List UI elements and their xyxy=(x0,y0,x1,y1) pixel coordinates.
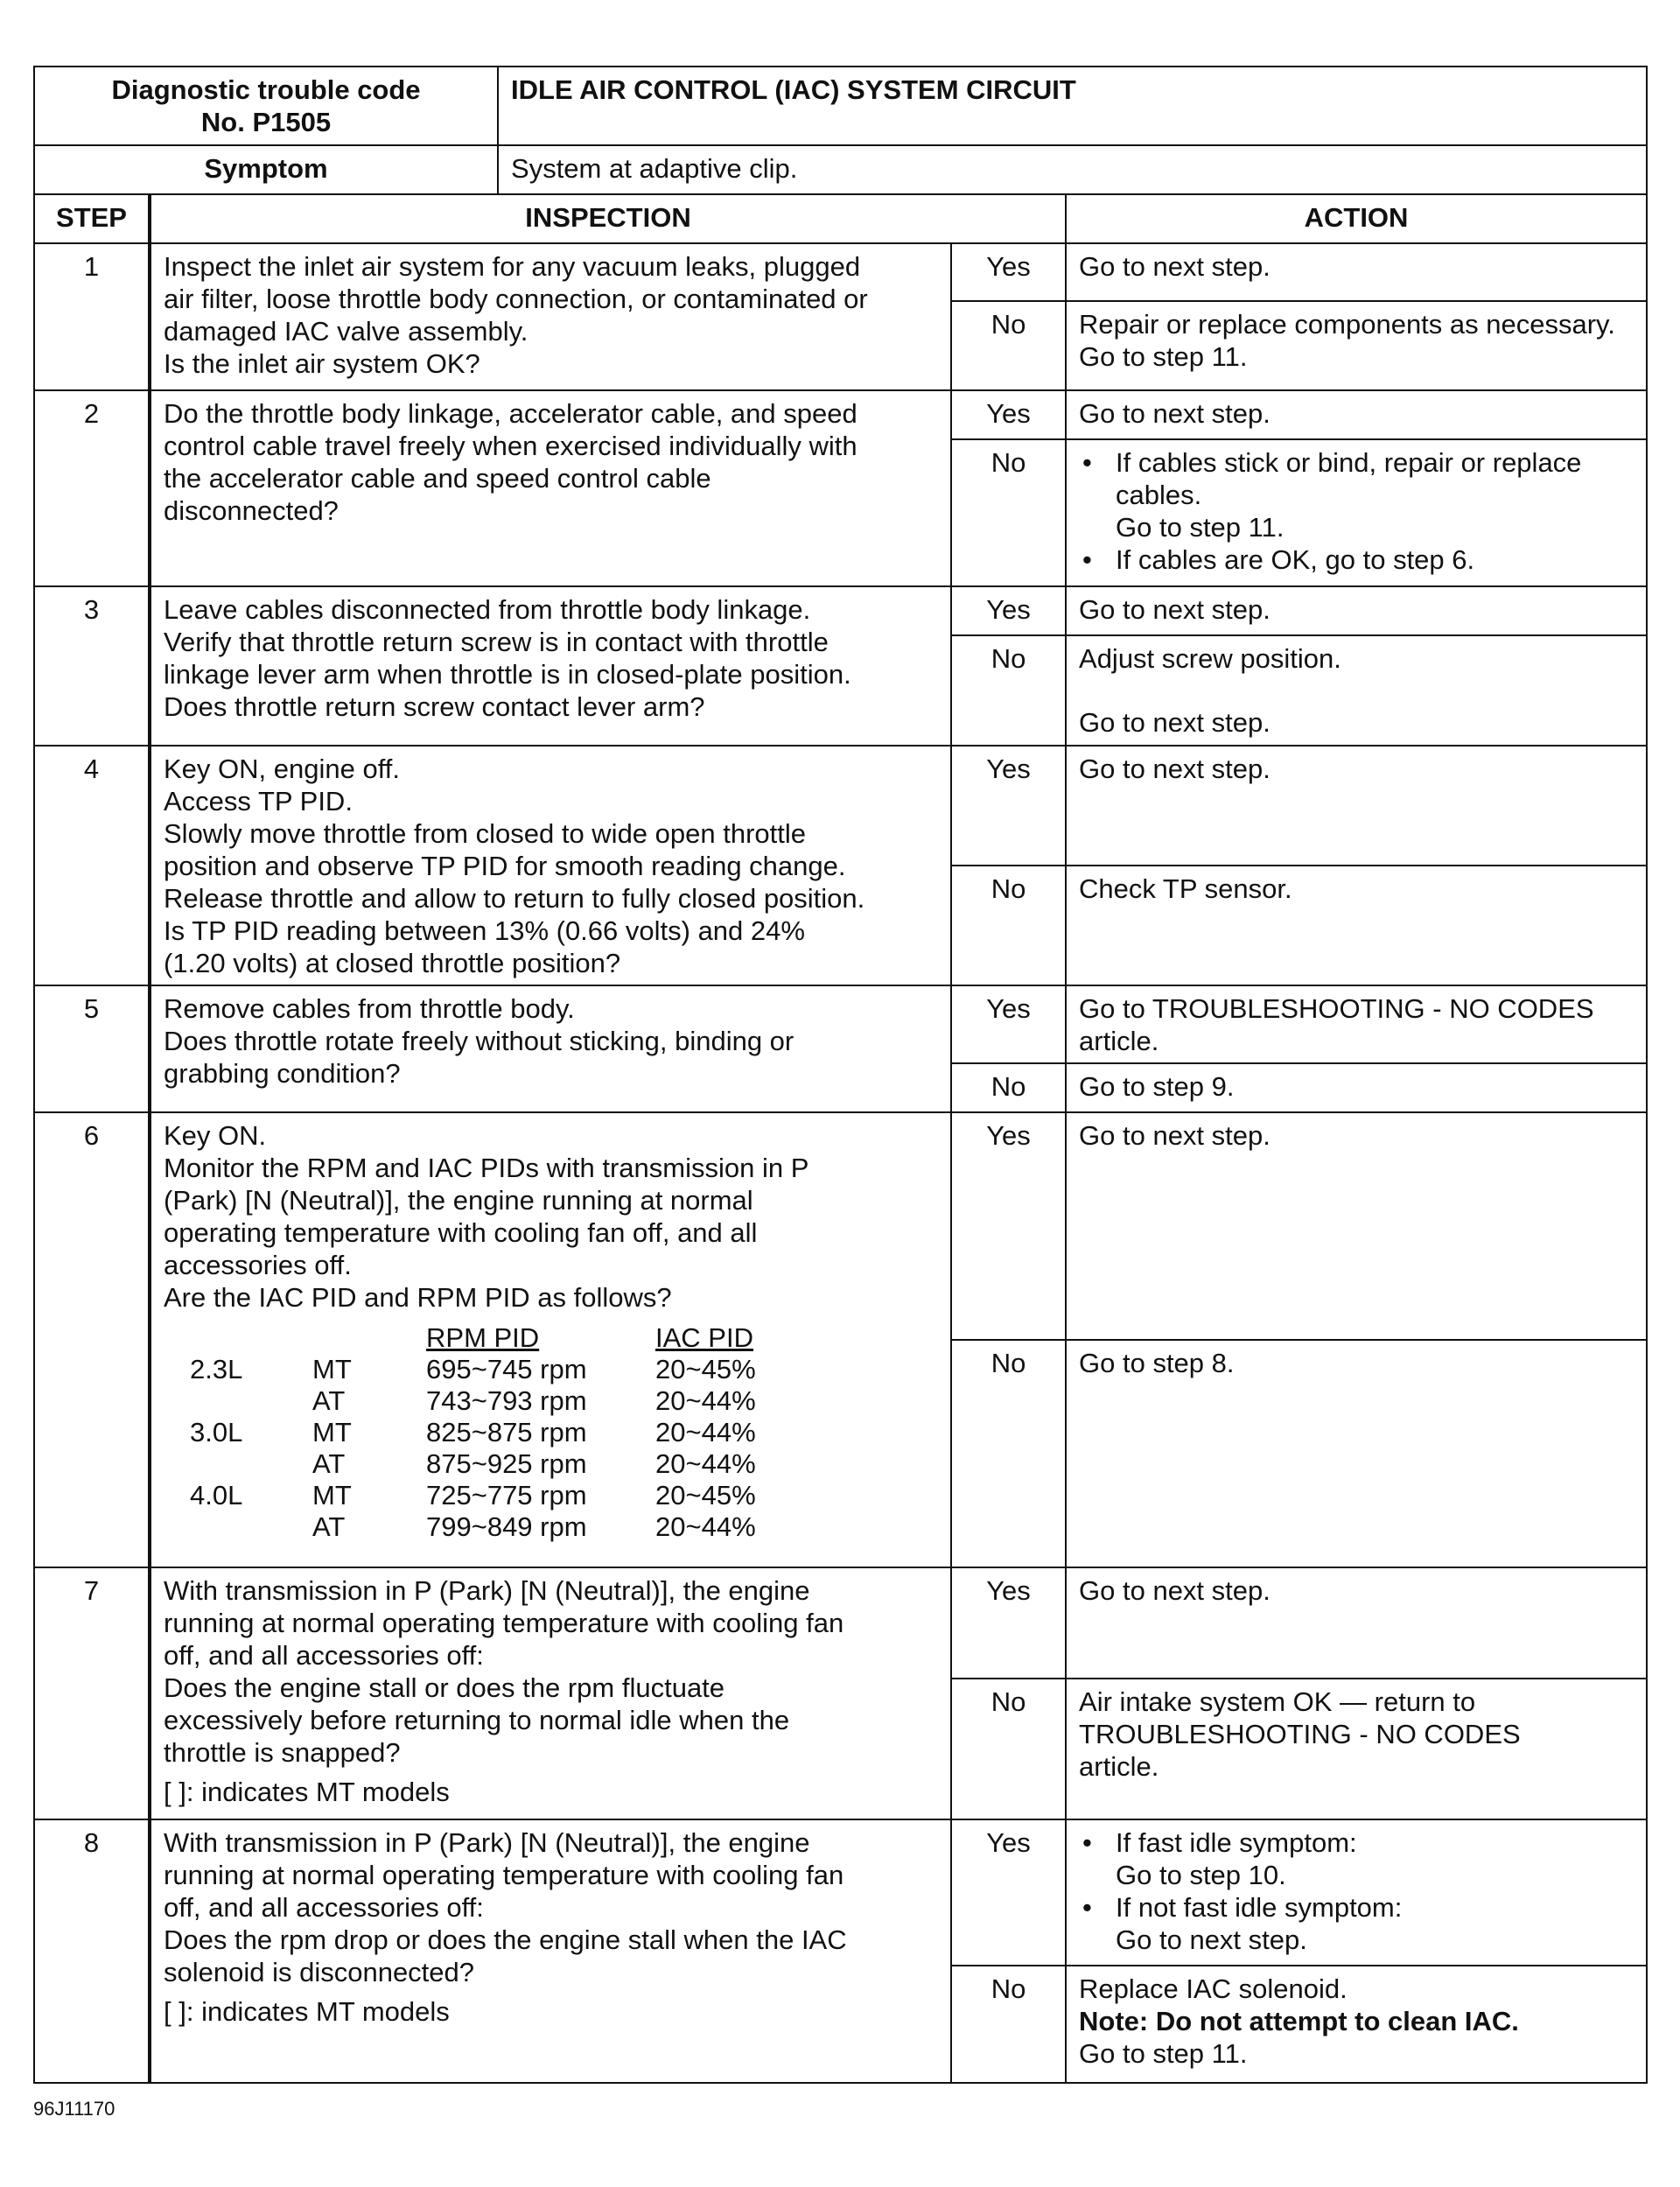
no-label: No xyxy=(951,1340,1066,1567)
column-header-action: ACTION xyxy=(1066,194,1647,243)
no-action-bullet-item xyxy=(1116,543,1634,576)
inspection-line: running at normal operating temperature with cooling fan xyxy=(164,1860,844,1890)
yes-label: Yes xyxy=(951,746,1066,866)
inspection-line: Key ON, engine off. xyxy=(164,754,400,784)
step-row xyxy=(34,1112,1647,1340)
no-action-bullet-line: cables. xyxy=(1116,480,1202,510)
pid-cell: MT xyxy=(312,1417,352,1447)
inspection-line: Are the IAC PID and RPM PID as follows? xyxy=(164,1282,672,1313)
step-inspection xyxy=(150,985,951,1112)
yes-label: Yes xyxy=(951,243,1066,301)
inspection-line: damaged IAC valve assembly. xyxy=(164,316,528,347)
no-action xyxy=(1066,1966,1647,2083)
no-action-line: Repair or replace components as necessary. xyxy=(1079,309,1615,340)
step-number: 1 xyxy=(34,243,150,390)
figure-code: 96J11170 xyxy=(33,2098,116,2120)
pid-cell: 20~44% xyxy=(655,1448,756,1479)
yes-action-line: Go to next step. xyxy=(1079,1120,1270,1151)
no-action-line: TROUBLESHOOTING - NO CODES xyxy=(1079,1719,1521,1749)
pid-cell: MT xyxy=(312,1480,352,1511)
yes-action xyxy=(1066,746,1647,866)
no-action-line: Adjust screw position. xyxy=(1079,643,1341,674)
inspection-line: Does throttle rotate freely without sticking, binding or xyxy=(164,1026,794,1056)
inspection-line: the accelerator cable and speed control cable xyxy=(164,463,711,494)
no-label: No xyxy=(951,301,1066,390)
yes-action-line: Go to next step. xyxy=(1079,398,1270,429)
step-number: 8 xyxy=(34,1819,150,2083)
inspection-line: air filter, loose throttle body connection, or contaminated or xyxy=(164,284,868,314)
pid-cell: 20~44% xyxy=(655,1511,756,1542)
yes-action xyxy=(1066,390,1647,439)
step-row xyxy=(34,390,1647,439)
pid-cell: MT xyxy=(312,1354,352,1384)
inspection-line: off, and all accessories off: xyxy=(164,1892,484,1923)
no-action xyxy=(1066,635,1647,746)
dtc-label-cell xyxy=(34,67,498,145)
inspection-line: Is TP PID reading between 13% (0.66 volts) and 24% xyxy=(164,915,805,946)
diagnostic-table xyxy=(33,66,1648,2084)
inspection-line: (Park) [N (Neutral)], the engine running at normal xyxy=(164,1185,753,1216)
yes-label: Yes xyxy=(951,1819,1066,1966)
no-label: No xyxy=(951,635,1066,746)
no-action-line: Go to step 9. xyxy=(1079,1071,1235,1102)
inspection-line: linkage lever arm when throttle is in closed-plate position. xyxy=(164,659,851,690)
yes-action-bullet-line: • If not fast idle symptom: xyxy=(1116,1892,1403,1923)
yes-action-line: article. xyxy=(1079,1026,1159,1056)
yes-action xyxy=(1066,243,1647,301)
step-row xyxy=(34,746,1647,866)
inspection-line: accessories off. xyxy=(164,1250,352,1280)
column-header-inspection: INSPECTION xyxy=(150,194,1066,243)
yes-action-bullet-item xyxy=(1116,1891,1634,1956)
step-number: 3 xyxy=(34,586,150,746)
no-action xyxy=(1066,1340,1647,1567)
inspection-line: (1.20 volts) at closed throttle position? xyxy=(164,948,621,978)
pid-header-cell xyxy=(164,1322,312,1354)
inspection-line: Access TP PID. xyxy=(164,786,353,817)
step-inspection xyxy=(150,586,951,746)
no-action-line: Check TP sensor. xyxy=(1079,873,1292,904)
yes-action-bullet-line: Go to step 10. xyxy=(1116,1860,1286,1890)
inspection-line: disconnected? xyxy=(164,495,339,526)
pid-cell: 3.0L xyxy=(190,1417,243,1447)
dtc-title: IDLE AIR CONTROL (IAC) SYSTEM CIRCUIT xyxy=(498,67,1647,145)
step-number: 7 xyxy=(34,1567,150,1819)
inspection-line: Verify that throttle return screw is in contact with throttle xyxy=(164,627,829,657)
inspection-line: off, and all accessories off: xyxy=(164,1640,484,1671)
pid-cell: 20~45% xyxy=(655,1480,756,1511)
no-action-line: Air intake system OK — return to xyxy=(1079,1686,1476,1717)
pid-cell: AT xyxy=(312,1385,346,1416)
step-inspection xyxy=(150,1819,951,2083)
no-label: No xyxy=(951,866,1066,985)
inspection-line: Do the throttle body linkage, accelerator cable, and speed xyxy=(164,398,858,429)
pid-cell: 2.3L xyxy=(190,1354,243,1384)
inspection-line: Does the rpm drop or does the engine stall when the IAC xyxy=(164,1924,847,1955)
no-action-bullet-list xyxy=(1079,446,1634,576)
inspection-line: Is the inlet air system OK? xyxy=(164,348,480,379)
yes-action-line: Go to next step. xyxy=(1079,594,1270,625)
no-action-bullet-line: Go to step 11. xyxy=(1116,512,1284,543)
step-inspection xyxy=(150,243,951,390)
pid-cell: 20~44% xyxy=(655,1385,756,1416)
step-inspection xyxy=(150,746,951,985)
step-row xyxy=(34,1567,1647,1679)
no-action xyxy=(1066,866,1647,985)
pid-cell: 20~45% xyxy=(655,1354,756,1384)
pid-cell: 875~925 rpm xyxy=(426,1448,587,1479)
no-action xyxy=(1066,1679,1647,1819)
no-action-line: Go to step 8. xyxy=(1079,1348,1235,1378)
inspection-line: With transmission in P (Park) [N (Neutral)], the engine xyxy=(164,1827,810,1858)
pid-cell: 4.0L xyxy=(190,1480,243,1511)
no-action-note: Note: Do not attempt to clean IAC. xyxy=(1079,2006,1519,2036)
inspection-line: Remove cables from throttle body. xyxy=(164,993,575,1024)
yes-action-line: Go to next step. xyxy=(1079,1575,1270,1606)
yes-action-line: Go to TROUBLESHOOTING - NO CODES xyxy=(1079,993,1594,1024)
step-row xyxy=(34,985,1647,1063)
dtc-label-line1: Diagnostic trouble code xyxy=(111,74,421,105)
pid-cell: AT xyxy=(312,1448,346,1479)
pid-header-cell: IAC PID xyxy=(655,1322,753,1353)
step-inspection xyxy=(150,1112,951,1567)
inspection-line: grabbing condition? xyxy=(164,1058,401,1089)
inspection-line: Inspect the inlet air system for any vacuum leaks, plugged xyxy=(164,251,861,282)
no-action-line: Replace IAC solenoid. xyxy=(1079,1973,1348,2004)
pid-spec-table xyxy=(164,1322,795,1543)
step-inspection xyxy=(150,390,951,586)
step-number: 4 xyxy=(34,746,150,985)
inspection-line: [ ]: indicates MT models xyxy=(164,1777,450,1807)
inspection-line: Does the engine stall or does the rpm fluctuate xyxy=(164,1672,725,1703)
no-action xyxy=(1066,301,1647,390)
pid-cell: 725~775 rpm xyxy=(426,1480,587,1511)
no-label: No xyxy=(951,1966,1066,2083)
pid-cell: 825~875 rpm xyxy=(426,1417,587,1447)
no-action-line: Go to step 11. xyxy=(1079,341,1248,372)
dtc-code: No. P1505 xyxy=(200,107,332,137)
pid-header-cell xyxy=(312,1322,426,1354)
inspection-line: Leave cables disconnected from throttle body linkage. xyxy=(164,594,811,625)
inspection-line: running at normal operating temperature with cooling fan xyxy=(164,1608,844,1638)
inspection-line: excessively before returning to normal idle when the xyxy=(164,1705,790,1735)
step-row xyxy=(34,586,1647,635)
pid-cell: 743~793 rpm xyxy=(426,1385,587,1416)
step-number: 5 xyxy=(34,985,150,1112)
yes-action-line: Go to next step. xyxy=(1079,754,1270,784)
pid-cell xyxy=(164,1385,312,1417)
no-action-bullet-line: • If cables stick or bind, repair or replace xyxy=(1116,447,1582,478)
pid-cell xyxy=(164,1511,312,1543)
inspection-line: Monitor the RPM and IAC PIDs with transmission in P xyxy=(164,1153,809,1183)
inspection-line: Does throttle return screw contact lever arm? xyxy=(164,691,705,722)
inspection-line: [ ]: indicates MT models xyxy=(164,1996,450,2027)
yes-label: Yes xyxy=(951,390,1066,439)
pid-cell: 20~44% xyxy=(655,1417,756,1447)
yes-label: Yes xyxy=(951,586,1066,635)
step-inspection xyxy=(150,1567,951,1819)
step-number: 6 xyxy=(34,1112,150,1567)
no-action xyxy=(1066,439,1647,586)
inspection-line: operating temperature with cooling fan off, and all xyxy=(164,1217,758,1248)
pid-cell xyxy=(164,1448,312,1480)
yes-label: Yes xyxy=(951,1112,1066,1340)
step-row xyxy=(34,243,1647,301)
inspection-line: With transmission in P (Park) [N (Neutral)], the engine xyxy=(164,1575,810,1606)
yes-action-bullet-line: • If fast idle symptom: xyxy=(1116,1827,1357,1858)
yes-action-bullet-list xyxy=(1079,1826,1634,1956)
inspection-line: position and observe TP PID for smooth reading change. xyxy=(164,851,846,881)
pid-cell: AT xyxy=(312,1511,346,1542)
yes-label: Yes xyxy=(951,985,1066,1063)
pid-cell: 799~849 rpm xyxy=(426,1511,587,1542)
no-action-bullet-item xyxy=(1116,446,1634,543)
yes-action-bullet-line: Go to next step. xyxy=(1116,1924,1307,1955)
no-label: No xyxy=(951,439,1066,586)
yes-action xyxy=(1066,1112,1647,1340)
yes-label: Yes xyxy=(951,1567,1066,1679)
step-row xyxy=(34,1819,1647,1966)
yes-action-line: Go to next step. xyxy=(1079,251,1270,282)
no-action-bullet-line: • If cables are OK, go to step 6. xyxy=(1116,544,1475,575)
inspection-line: Key ON. xyxy=(164,1120,267,1151)
pid-cell: 695~745 rpm xyxy=(426,1354,587,1384)
steps-body xyxy=(34,243,1647,2083)
yes-action xyxy=(1066,586,1647,635)
pid-header-cell: RPM PID xyxy=(426,1322,540,1353)
step-number: 2 xyxy=(34,390,150,586)
no-action xyxy=(1066,1063,1647,1112)
inspection-line: Release throttle and allow to return to fully closed position. xyxy=(164,883,865,914)
no-action-line: Go to step 11. xyxy=(1079,2038,1248,2069)
inspection-line: control cable travel freely when exercised individually with xyxy=(164,431,858,461)
inspection-line: Slowly move throttle from closed to wide open throttle xyxy=(164,818,807,849)
yes-action xyxy=(1066,1567,1647,1679)
inspection-line: throttle is snapped? xyxy=(164,1737,401,1768)
symptom-value: System at adaptive clip. xyxy=(498,145,1647,194)
column-header-step: STEP xyxy=(34,194,150,243)
yes-action xyxy=(1066,1819,1647,1966)
no-label: No xyxy=(951,1063,1066,1112)
yes-action-bullet-item xyxy=(1116,1826,1634,1891)
yes-action xyxy=(1066,985,1647,1063)
symptom-label: Symptom xyxy=(34,145,498,194)
no-action-line: Go to next step. xyxy=(1079,707,1270,738)
no-label: No xyxy=(951,1679,1066,1819)
no-action-line: article. xyxy=(1079,1751,1159,1782)
inspection-line: solenoid is disconnected? xyxy=(164,1957,475,1987)
